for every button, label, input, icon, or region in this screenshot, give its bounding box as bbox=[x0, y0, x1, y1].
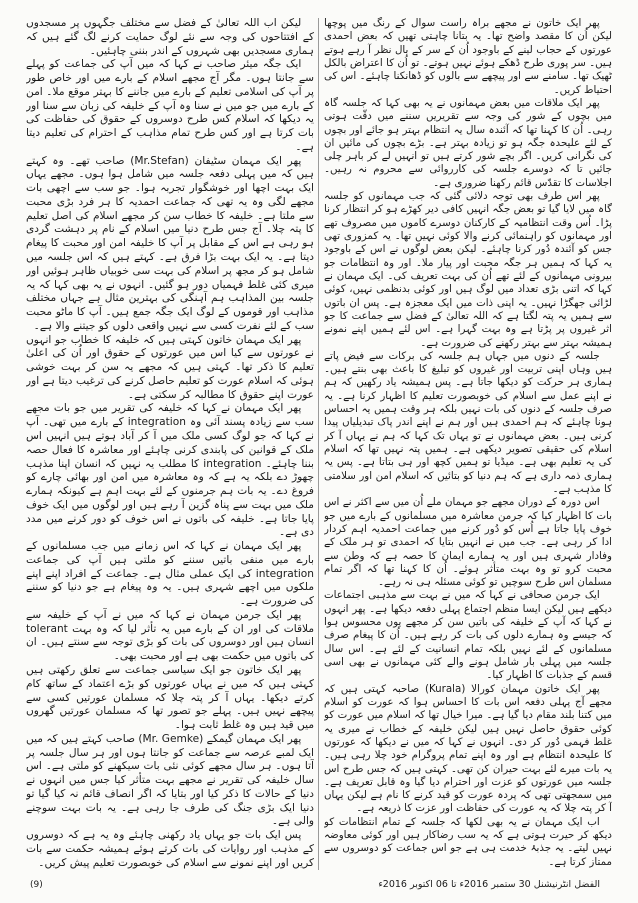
paragraph: جلسہ کے دنوں میں جہاں ہم جلسہ کی برکات سے فیض پاتے ہیں وہاں اپنی تربیت اور غیروں کو تبلیغ کا باعث بھی بنتے ہیں۔ ہماری ہر حرکت کو دیکھا جاتا ہے۔ پس ہمیشہ یاد رکھیں کہ ہم نے اپنے عمل سے اسلام کی خوبصورت تعلیم کا اظہار کرنا ہے۔ یہ صرف جلسہ کے دنوں کی بات نہیں بلکہ ہر وقت ہمیں یہ احساس ہونا چاہئے کہ ہم احمدی ہیں اور ہم نے اپنے اندر پاک تبدیلیاں پیدا کرنی ہیں۔ بعض مہمانوں نے تو یہاں تک کہا کہ ہم نے یہاں آ کر اسلام کی حقیقی تصویر دیکھی ہے۔ ہمیں پتہ نہیں تھا کہ اسلام کی یہ تعلیم بھی ہے۔ میڈیا تو ہمیں کچھ اور ہی بتاتا ہے۔ پس یہ ہماری ذمہ داری ہے کہ ہم دنیا کو بتائیں کہ اسلام امن اور سلامتی کا مذہب ہے۔ bbox=[324, 349, 612, 495]
paragraph: لیکن اب اللہ تعالیٰ کے فضل سے مختلف جگہوں پر مسجدوں کے افتتاحوں کی وجہ سے نئے لوگ حمایت کرنے لگ گئے ہیں کہ ہماری مسجدیں بھی شہروں کے اندر بننی چاہئیں۔ bbox=[26, 17, 314, 57]
paragraph: اس دورہ کے دوران مجھے جو مہمان ملے اُن میں سے اکثر نے اس بات کا اظہار کیا کہ جرمن معاشرہ میں مسلمانوں کے بارے میں جو خوف پایا جاتا ہے اُس کو دُور کرنے میں جماعت احمدیہ اہم کردار ادا کر رہی ہے۔ جب میں نے انہیں بتایا کہ احمدی تو ہر ملک کے وفادار شہری ہیں اور یہ ہمارے ایمان کا حصہ ہے کہ وطن سے محبت کرو تو وہ بہت متأثر ہوئے۔ اُن کا کہنا تھا کہ اگر تمام مسلمان اس طرح سوچیں تو کوئی مسئلہ ہی نہ رہے۔ bbox=[324, 496, 612, 589]
paragraph: پھر ایک مہمان خاتون کہتی ہیں کہ خلیفہ کا خطاب جو انہوں نے عورتوں سے کیا اس میں عورتوں کے حقوق اور اُن کی اعلیٰ تعلیم کا ذکر تھا۔ کہتی ہیں کہ مجھے یہ سن کر بہت خوشی ہوئی کہ اسلام عورت کو تعلیم حاصل کرنے کی ترغیب دیتا ہے اور عورت اپنے حقوق کا مطالبہ کر سکتی ہے۔ bbox=[26, 333, 314, 401]
right-column bbox=[324, 17, 612, 870]
paragraph: اب ایک مہمان نے یہ بھی لکھا کہ جلسہ کے تمام انتظامات کو دیکھ کر حیرت ہوتی ہے کہ یہ سب رضاکار ہیں اور کوئی معاوضہ نہیں لیتے۔ یہ جذبۂ خدمت ہی ہے جو اس جماعت کو دوسروں سے ممتاز کرتا ہے۔ bbox=[324, 815, 612, 868]
paragraph: پھر ایک خاتون مہمان کورالا (Kurala) صاحبہ کہتی ہیں کہ مجھے آج پہلی دفعہ اس بات کا احساس ہوا کہ عورت کو اسلام میں کتنا بلند مقام دیا گیا ہے۔ میرا خیال تھا کہ اسلام میں عورت کو کوئی حقوق حاصل نہیں ہیں لیکن خلیفہ کے خطاب نے میری یہ غلط فہمی دُور کر دی۔ انہوں نے کہا کہ میں نے دیکھا کہ عورتوں کا علیحدہ انتظام ہے اور وہ اپنے تمام پروگرام خود چلا رہی ہیں۔ یہ بات میرے لئے بہت حیران کن تھی۔ کہتی ہیں کہ جس طرح اس جلسہ میں عورتوں کو عزت اور احترام دیا گیا وہ قابل تعریف ہے۔ میں سمجھتی تھی کہ پردہ عورت کو قید کرنے کا نام ہے لیکن یہاں آ کر پتہ چلا کہ یہ عورت کی حفاظت اور عزت کا ذریعہ ہے۔ bbox=[324, 682, 612, 815]
paragraph: پھر ایک مہمان گیمکے (Mr. Gemke) صاحب کہتے ہیں کہ میں ایک لمبے عرصہ سے جماعت کو جانتا ہوں اور ہر سال جلسہ پر آتا ہوں۔ ہر سال مجھے کوئی نئی بات سیکھنے کو ملتی ہے۔ اس سال خلیفہ کی تقریر نے مجھے بہت متأثر کیا جس میں انہوں نے دنیا کے حالات کا ذکر کیا اور بتایا کہ اگر انصاف قائم نہ کیا گیا تو دنیا ایک بڑی جنگ کی طرف جا رہی ہے۔ یہ بات بہت سوچنے والی ہے۔ bbox=[26, 732, 314, 828]
paragraph: پھر ایک ملاقات میں بعض مہمانوں نے یہ بھی کہا کہ جلسہ گاہ میں بچوں کے شور کی وجہ سے تقریریں سننے میں دقّت ہوتی رہی۔ اُن کا کہنا تھا کہ آئندہ سال یہ انتظام بہتر ہو جائے اور بچوں کے لئے علیحدہ جگہ ہو تو زیادہ بہتر ہے۔ بڑے بچوں کی مائیں ان کی نگرانی کریں۔ اگر بچے شور کرتے ہیں تو انہیں لے کر باہر چلی جائیں تا کہ دوسرے جلسہ کی کارروائی سے محروم نہ رہیں۔ اجلاسات کا تقدّس قائم رکھنا ضروری ہے۔ bbox=[324, 96, 612, 189]
paragraph: ایک جگہ میئر صاحب نے کہا کہ میں آپ کی جماعت کو پہلے سے جانتا ہوں۔ مگر آج مجھے اسلام کے بارے میں اور خاص طور پر آپ کی اسلامی تعلیم کے بارے میں جاننے کا بہتر موقع ملا۔ امن کے بارے میں جو میں نے سنا وہ آپ کے خلیفہ کی زبان سے سنا اور یہ دیکھا کہ اسلام کس طرح دوسروں کے حقوق کی حفاظت کی بات کرتا ہے اور کس طرح تمام مذاہب کے احترام کی تعلیم دیتا ہے۔ bbox=[26, 58, 314, 153]
paragraph: پھر اس طرف بھی توجہ دلائی گئی کہ جب مہمانوں کو جلسہ گاہ میں لایا گیا تو بعض جگہ انہیں کافی دیر کھڑے ہو کر انتظار کرنا پڑا۔ اُس وقت انتظامیہ کے کارکنان دوسرے کاموں میں مصروف تھے اور مہمانوں کو راہنمائی کرنے والا کوئی نہیں تھا۔ یہ کمزوری تھی جس کو آئندہ دُور کرنا چاہئے۔ لیکن بعض لوگوں نے اس کے باوجود یہ کہا کہ ہمیں ہر جگہ محبت اور پیار ملا۔ اور وہ انتظامات جو بیرونی مہمانوں کے لئے تھے اُن کی بہت تعریف کی۔ ایک مہمان نے کہا کہ اتنی بڑی تعداد میں لوگ ہیں اور کوئی بدنظمی نہیں، کوئی لڑائی جھگڑا نہیں۔ یہ اپنی ذات میں ایک معجزہ ہے۔ پس ان باتوں سے ہمیں یہ پتہ لگتا ہے کہ اللہ تعالیٰ کے فضل سے جماعت کا جو اثر غیروں پر پڑتا ہے وہ بہت گہرا ہے۔ اس لئے ہمیں اپنے نمونے ہمیشہ بہتر سے بہتر رکھنے کی ضرورت ہے۔ bbox=[324, 190, 612, 349]
masthead-date: الفضل انٹرنیشنل 30 ستمبر 2016ء تا 06 اکتوبر 2016ء bbox=[378, 879, 600, 890]
page-number: (9) bbox=[30, 880, 43, 890]
column-divider bbox=[318, 18, 319, 870]
paragraph: پھر ایک خاتون نے مجھے براہ راست سوال کے رنگ میں پوچھا لیکن اُن کا مقصد واضح تھا۔ یہ بتانا چاہتی تھیں کہ بعض احمدی عورتوں کے حجاب لینے کے باوجود اُن کے سر کے بال نظر آ رہے ہوتے ہیں۔ سر پوری طرح ڈھکے ہوئے نہیں ہوتے۔ تو اُن کا اعتراض بالکل ٹھیک تھا۔ سامنے سے اور پیچھے سے بالوں کو ڈھانکنا چاہئے۔ اس کی احتیاط کریں۔ bbox=[324, 17, 612, 96]
paragraph: پھر ایک خاتون جو ایک سیاسی جماعت سے تعلق رکھتی ہیں کہتی ہیں کہ میں نے یہاں عورتوں کو بڑے اعتماد کے ساتھ کام کرتے دیکھا۔ یہاں آ کر پتہ چلا کہ مسلمان عورتیں کسی سے پیچھے نہیں ہیں۔ پہلے جو تصور تھا کہ مسلمان عورتیں گھروں میں قید ہیں وہ غلط ثابت ہوا۔ bbox=[26, 663, 314, 732]
paragraph: ایک جرمن صحافی نے کہا کہ میں نے بہت سے مذہبی اجتماعات دیکھے ہیں لیکن ایسا منظم اجتماع پہلی دفعہ دیکھا ہے۔ پھر انہوں نے کہا کہ آپ کے خلیفہ کی باتیں سن کر مجھے یوں محسوس ہوا کہ جیسے وہ ہمارے دلوں کی بات کر رہے ہیں۔ اُن کا پیغام صرف مسلمانوں کے لئے نہیں بلکہ تمام انسانیت کے لئے ہے۔ اس سال جلسہ میں پہلی بار شامل ہونے والے کئی مہمانوں نے بھی اسی قسم کے جذبات کا اظہار کیا۔ bbox=[324, 589, 612, 682]
left-column bbox=[26, 17, 314, 870]
paragraph: پس ایک بات جو یہاں یاد رکھنی چاہئے وہ یہ ہے کہ دوسروں کے مذہب اور روایات کی بات کرتے ہوئے ہمیشہ حکمت سے بات کریں اور اپنے نمونے سے اسلام کی خوبصورت تعلیم پیش کریں۔ bbox=[26, 829, 314, 869]
paragraph: پھر ایک مہمان نے کہا کہ اس زمانے میں جب مسلمانوں کے بارے میں منفی باتیں سننے کو ملتی ہیں آپ کی جماعت integration کی ایک عملی مثال ہے۔ جماعت کے افراد اپنے اپنے ملکوں میں اچھے شہری ہیں۔ یہ وہ پیغام ہے جو دنیا کو سننے کی ضرورت ہے۔ bbox=[26, 540, 314, 608]
paragraph: پھر ایک مہمان نے کہا کہ خلیفہ کی تقریر میں جو بات مجھے سب سے زیادہ پسند آئی وہ integration کے بارے میں تھی۔ آپ نے کہا کہ جو لوگ کسی ملک میں آ کر آباد ہوتے ہیں انہیں اس ملک کے قوانین کی پابندی کرنی چاہئے اور معاشرہ کا فعال حصہ بننا چاہئے۔ integration کا مطلب یہ نہیں کہ انسان اپنا مذہب چھوڑ دے بلکہ یہ ہے کہ وہ معاشرہ میں امن اور بھائی چارے کو فروغ دے۔ یہ بات ہم جرمنوں کے لئے بہت اہم ہے کیونکہ ہمارے ملک میں بہت سے پناہ گزین آ رہے ہیں اور لوگوں میں ایک خوف پایا جاتا ہے۔ خلیفہ کی باتوں نے اس خوف کو دور کرنے میں مدد دی ہے۔ bbox=[26, 402, 314, 539]
paragraph: پھر ایک مہمان سٹیفان (Mr.Stefan) صاحب تھے۔ وہ کہتے ہیں کہ میں پہلی دفعہ جلسہ میں شامل ہوا ہوں۔ مجھے یہاں ایک بہت اچھا اور خوشگوار تجربہ ہوا۔ جو سب سے اچھی بات مجھے لگی وہ یہ تھی کہ جماعت احمدیہ کا ہر فرد بڑی محبت سے ملتا ہے۔ خلیفہ کا خطاب سن کر مجھے اسلام کی اصل تعلیم کا پتہ چلا۔ آج جس طرح دنیا میں اسلام کے نام پر دہشت گردی ہو رہی ہے اس کے مقابل پر آپ کا خلیفہ امن اور محبت کا پیغام دیتا ہے۔ یہ ایک بہت بڑا فرق ہے۔ کہتے ہیں کہ اس جلسہ میں شامل ہو کر مجھ پر اسلام کی بہت سی خوبیاں ظاہر ہوئیں اور میری کئی غلط فہمیاں دور ہو گئیں۔ انہوں نے یہ بھی کہا کہ یہ جلسہ بین المذاہب ہم آہنگی کی بہترین مثال ہے جہاں مختلف مذاہب اور قوموں کے لوگ ایک جگہ جمع ہیں۔ آپ کا ماٹو محبت سب کے لئے نفرت کسی سے نہیں واقعی دلوں کو جیتنے والا ہے۔ bbox=[26, 154, 314, 332]
paragraph: پھر ایک جرمن مہمان نے کہا کہ میں نے آپ کے خلیفہ سے ملاقات کی اور ان کے بارے میں یہ تأثر لیا کہ وہ بہت tolerant انسان ہیں اور دوسروں کی بات کو بڑی توجہ سے سنتے ہیں۔ ان کی باتوں میں حکمت بھی ہے اور محبت بھی۔ bbox=[26, 608, 314, 663]
